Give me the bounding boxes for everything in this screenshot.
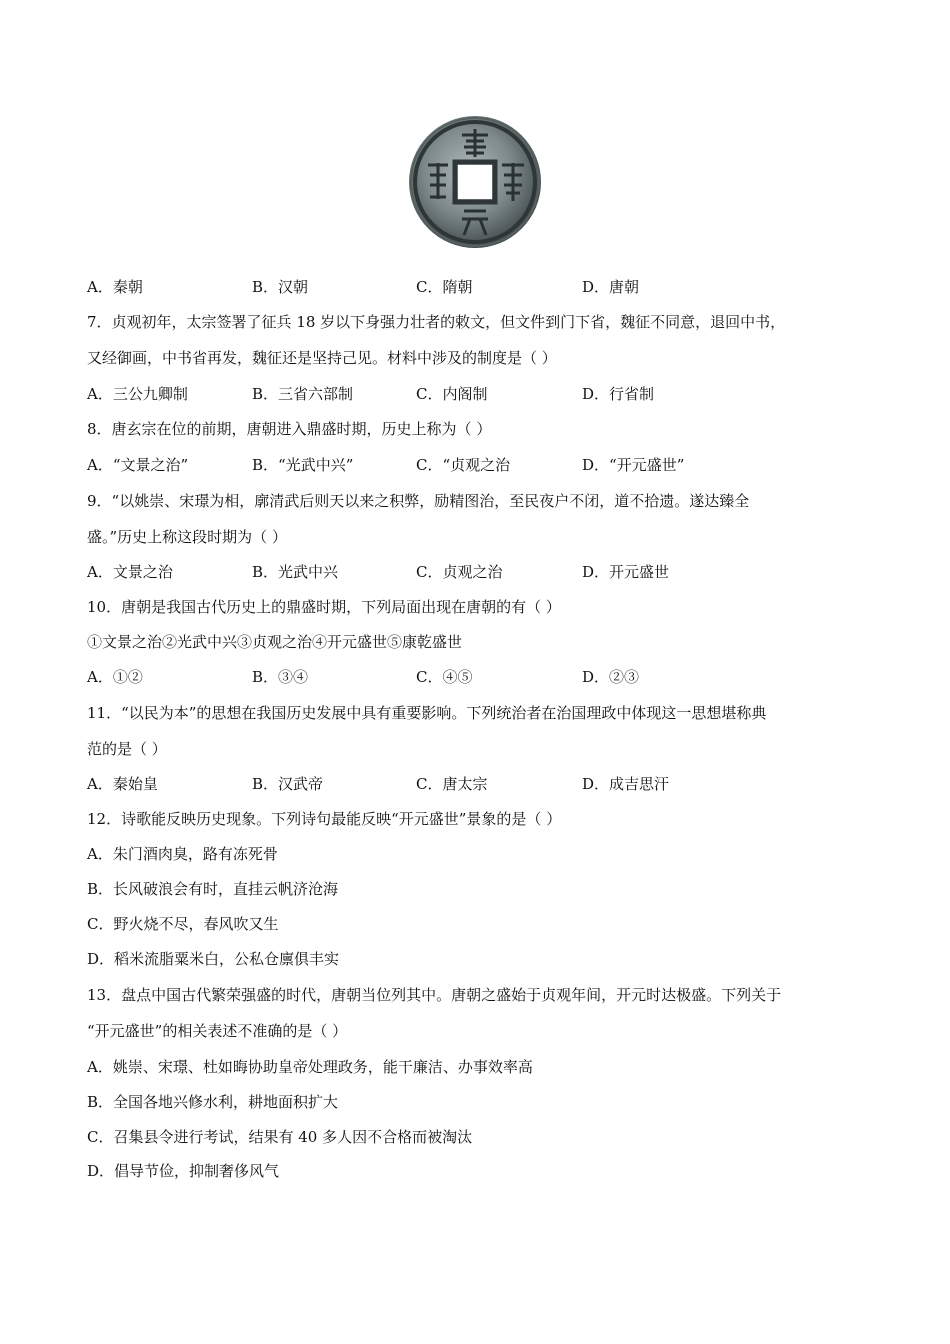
q7-option-b: B．三省六部制: [252, 385, 354, 403]
coin-icon: [406, 113, 544, 251]
q10-stem-line-1: 10．唐朝是我国古代历史上的鼎盛时期，下列局面出现在唐朝的有（ ）: [87, 598, 561, 616]
q9-stem-line-1: 9．“以姚崇、宋璟为相，廓清武后则天以来之积弊，励精图治，至民夜户不闭，道不拾遗。遂达臻全: [87, 492, 750, 510]
q8-stem: 8．唐玄宗在位的前期，唐朝进入鼎盛时期，历史上称为（ ）: [87, 420, 492, 438]
q12-option-d: D．稻米流脂粟米白，公私仓廪俱丰实: [87, 950, 340, 968]
q6-option-b: B．汉朝: [252, 278, 309, 296]
q11-option-b: B．汉武帝: [252, 775, 324, 793]
q6-option-a: A．秦朝: [87, 278, 143, 296]
q13-option-c: C．召集县令进行考试，结果有 40 多人因不合格而被淘汰: [87, 1128, 473, 1146]
q10-option-b: B．③④: [252, 668, 309, 686]
q8-option-c: C．“贞观之治: [416, 456, 511, 474]
q11-option-d: D．成吉思汗: [582, 775, 670, 793]
q13-option-a: A．姚崇、宋璟、杜如晦协助皇帝处理政务，能干廉洁、办事效率高: [87, 1058, 533, 1076]
q13-option-b: B．全国各地兴修水利，耕地面积扩大: [87, 1093, 339, 1111]
q7-stem-line-2: 又经御画，中书省再发，魏征还是坚持己见。材料中涉及的制度是（ ）: [87, 349, 557, 367]
q9-option-a: A．文景之治: [87, 563, 173, 581]
q11-stem-line-1: 11．“以民为本”的思想在我国历史发展中具有重要影响。下列统治者在治国理政中体现这一思想堪称典: [87, 704, 767, 722]
q10-option-a: A．①②: [87, 668, 143, 686]
q11-stem-line-2: 范的是（ ）: [87, 740, 167, 758]
q11-option-c: C．唐太宗: [416, 775, 488, 793]
q6-option-d: D．唐朝: [582, 278, 640, 296]
q7-option-c: C．内阁制: [416, 385, 488, 403]
q8-option-b: B．“光武中兴”: [252, 456, 354, 474]
q8-option-d: D．“开元盛世”: [582, 456, 685, 474]
q7-stem-line-1: 7．贞观初年，太宗签署了征兵 18 岁以下身强力壮者的敕文，但文件到门下省，魏征不同意，退回中书，: [87, 313, 786, 331]
q12-option-a: A．朱门酒肉臭，路有冻死骨: [87, 845, 278, 863]
q10-option-d: D．②③: [582, 668, 640, 686]
q8-option-a: A．“文景之治”: [87, 456, 189, 474]
q12-stem: 12．诗歌能反映历史现象。下列诗句最能反映“开元盛世”景象的是（ ）: [87, 810, 562, 828]
q9-option-d: D．开元盛世: [582, 563, 670, 581]
q12-option-b: B．长风破浪会有时，直挂云帆济沧海: [87, 880, 339, 898]
kaiyuan-tongbao-coin-image: [406, 113, 544, 251]
q9-option-b: B．光武中兴: [252, 563, 339, 581]
q6-option-c: C．隋朝: [416, 278, 473, 296]
q12-option-c: C．野火烧不尽，春风吹又生: [87, 915, 279, 933]
q13-stem-line-2: “开元盛世”的相关表述不准确的是（ ）: [87, 1022, 348, 1040]
q13-stem-line-1: 13．盘点中国古代繁荣强盛的时代，唐朝当位列其中。唐朝之盛始于贞观年间，开元时达极盛。下列关于: [87, 986, 782, 1004]
q10-option-c: C．④⑤: [416, 668, 473, 686]
q7-option-a: A．三公九卿制: [87, 385, 188, 403]
q9-option-c: C．贞观之治: [416, 563, 503, 581]
q7-option-d: D．行省制: [582, 385, 655, 403]
q11-option-a: A．秦始皇: [87, 775, 158, 793]
q10-stem-line-2: ①文景之治②光武中兴③贞观之治④开元盛世⑤康乾盛世: [87, 633, 463, 651]
q9-stem-line-2: 盛。”历史上称这段时期为（ ）: [87, 528, 287, 546]
q13-option-d: D．倡导节俭，抑制奢侈风气: [87, 1162, 280, 1180]
